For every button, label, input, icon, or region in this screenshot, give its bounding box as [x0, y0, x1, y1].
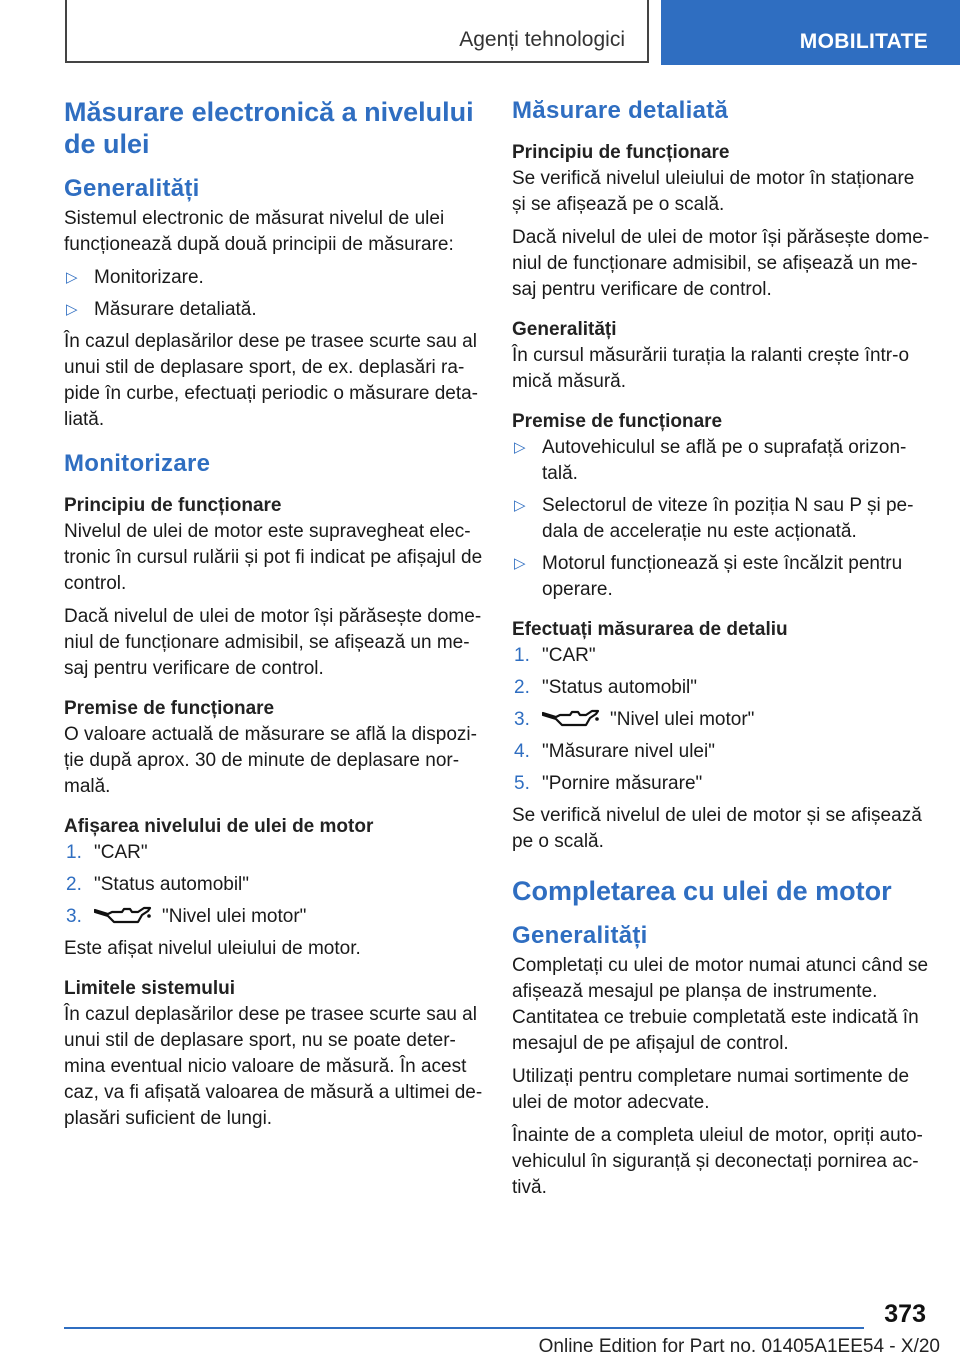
heading-principle: Principiu de funcționare — [512, 142, 730, 163]
prerequisites-list — [512, 435, 932, 603]
page-number: 373 — [884, 1300, 926, 1328]
heading-principle: Principiu de funcționare — [64, 495, 282, 516]
heading-general: Generalități — [64, 175, 200, 202]
heading-monitoring: Monitorizare — [64, 450, 211, 477]
list-item: ▷ Selectorul de viteze în poziția N sau P și pe-dala de accelerație nu este acționată. — [514, 495, 914, 542]
header-chapter-box — [661, 0, 960, 65]
step-item: 1. "CAR" — [514, 645, 596, 666]
oil-can-icon — [94, 905, 152, 925]
step-item: 2. "Status automobil" — [514, 677, 698, 698]
step-item: 2. "Status automobil" — [66, 874, 250, 895]
list-item: ▷ Motorul funcționează și este încălzit pentru operare. — [514, 553, 903, 600]
list-item: ▷ Măsurare detaliată. — [64, 297, 484, 323]
triangle-right-icon: ▷ — [514, 555, 526, 572]
principles-list — [64, 265, 484, 323]
heading-prerequisites: Premise de funcționare — [64, 698, 275, 719]
detail-general-text: În cursul măsurării turația la ralanti crește într-o mică măsură. — [512, 345, 910, 392]
left-column — [64, 96, 484, 1139]
step-item: 1. "CAR" — [66, 842, 148, 863]
oil-can-icon — [542, 708, 600, 728]
triangle-right-icon: ▷ — [66, 269, 78, 286]
heading-system-limits: Limitele sistemului — [64, 978, 236, 999]
section-title-refill: Completarea cu ulei de motor — [512, 876, 892, 906]
display-steps — [64, 840, 484, 930]
header-chapter-title: MOBILITATE — [799, 30, 928, 53]
monitor-principle-p1: Nivelul de ulei de motor este supravegheat elec-tronic în cursul rulării și pot fi indicat pe afișajul de control. — [64, 521, 483, 594]
list-item: ▷ Monitorizare. — [64, 265, 484, 291]
step-item: 5. "Pornire măsurare" — [514, 773, 703, 794]
triangle-right-icon: ▷ — [514, 497, 526, 514]
heading-prerequisites: Premise de funcționare — [512, 411, 723, 432]
step-item: 4. "Măsurare nivel ulei" — [514, 741, 715, 762]
heading-general: Generalități — [512, 922, 648, 949]
general-note: În cazul deplasărilor dese pe trasee scurte sau al unui stil de deplasare sport, de ex. deplasări ra-pide în curbe, efectuați periodic o măsurare deta-liată. — [64, 331, 479, 430]
refill-p2: Utilizați pentru completare numai sortimente de ulei de motor adecvate. — [512, 1066, 910, 1113]
detail-result: Se verifică nivelul de ulei de motor și se afișează pe o scală. — [512, 805, 922, 852]
monitor-principle-p2: Dacă nivelul de ulei de motor își părăsește dome-niul de funcționare admisibil, se afișează un me-saj pentru verificare de control. — [64, 606, 482, 679]
display-result: Este afișat nivelul uleiului de motor. — [64, 938, 361, 959]
footer-divider — [64, 1327, 864, 1329]
limits-text: În cazul deplasărilor dese pe trasee scurte sau al unui stil de deplasare sport, nu se poate deter-mina eventual nicio valoare de măsură. În acest caz, va fi afișată valoarea de măsură a ultimei de-plasări suficient de lungi. — [64, 1004, 483, 1129]
refill-p1: Completați cu ulei de motor numai atunci când se afișează mesajul pe planșa de instrumente. Cantitatea ce trebuie completată este indicată în mesajul de pe afișajul de control. — [512, 955, 929, 1054]
section-title-electronic-measurement: Măsurare electronică a nivelului de ulei — [64, 97, 474, 159]
triangle-right-icon: ▷ — [514, 439, 526, 456]
triangle-right-icon: ▷ — [66, 301, 78, 318]
heading-display-oil-level: Afișarea nivelului de ulei de motor — [64, 816, 374, 837]
refill-p3: Înainte de a completa uleiul de motor, opriți auto-vehiculul în siguranță și deconectați pornirea ac-tivă. — [512, 1125, 923, 1198]
heading-general: Generalități — [512, 319, 617, 340]
footer-edition: Online Edition for Part no. 01405A1EE54 - X/20 — [538, 1336, 940, 1357]
list-item: ▷ Autovehiculul se află pe o suprafață orizon-tală. — [514, 437, 907, 484]
detail-principle-p2: Dacă nivelul de ulei de motor își părăsește dome-niul de funcționare admisibil, se afișează un me-saj pentru verificare de control. — [512, 227, 930, 300]
heading-perform-detailed: Efectuați măsurarea de detaliu — [512, 619, 788, 640]
header-section-title: Agenți tehnologici — [459, 28, 625, 51]
detail-principle-p1: Se verifică nivelul uleiului de motor în staționare și se afișează pe o scală. — [512, 168, 915, 215]
header-section-box — [65, 0, 649, 63]
heading-detailed-measurement: Măsurare detaliată — [512, 97, 729, 124]
page-header — [0, 0, 960, 66]
step-item: 3. "Nivel ulei motor" — [514, 709, 755, 730]
general-intro: Sistemul electronic de măsurat nivelul de ulei funcționează după două principii de măsurare: — [64, 208, 454, 255]
monitor-prereq-text: O valoare actuală de măsurare se află la dispozi-ție după aprox. 30 de minute de deplasare nor-mală. — [64, 724, 477, 797]
right-column — [512, 96, 932, 1208]
detail-steps — [512, 643, 932, 797]
step-item: 3. "Nivel ulei motor" — [66, 906, 307, 927]
